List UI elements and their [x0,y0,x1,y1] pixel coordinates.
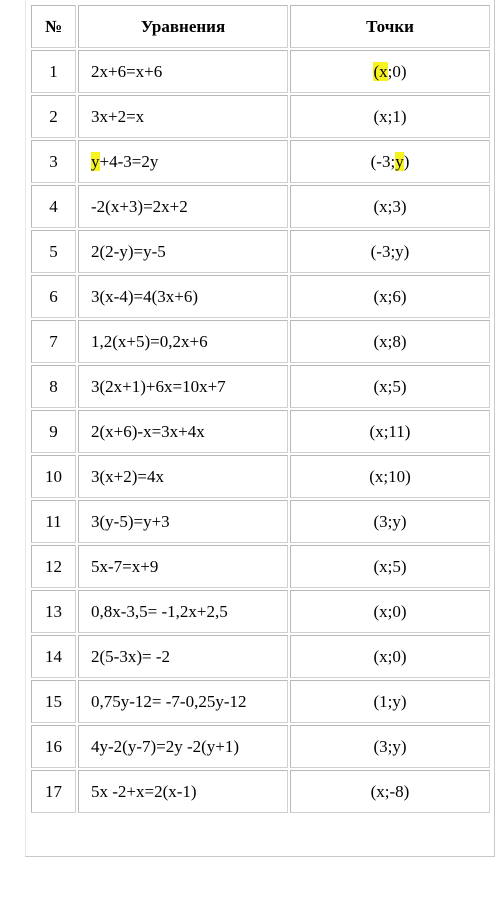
point-cell-text: (x;1) [373,106,407,126]
point-cell-text: (x;5) [373,556,407,576]
point-cell [290,140,490,183]
equation-cell-text: 5x -2+x=2(x-1) [91,781,197,801]
table-row [31,545,490,588]
equation-cell-text: 2x+6=x+6 [91,61,163,81]
equation-cell-text: 2(5-3x)= -2 [91,646,170,666]
equation-cell-text: 0,8x-3,5= -1,2x+2,5 [91,601,228,621]
row-number: 1 [31,50,76,93]
point-cell-text: (x;8) [373,331,407,351]
equation-cell [78,140,288,183]
equation-cell-text: 0,75y-12= -7-0,25y-12 [91,691,247,711]
point-cell [290,545,490,588]
point-cell [290,455,490,498]
point-cell [290,320,490,363]
point-cell-text: (x;-8) [370,781,410,801]
point-cell-highlighted-text: y [395,151,404,171]
point-cell-text: (x;10) [369,466,411,486]
table-row [31,635,490,678]
row-number: 5 [31,230,76,273]
equation-cell [78,635,288,678]
row-number: 10 [31,455,76,498]
row-number: 6 [31,275,76,318]
point-cell [290,410,490,453]
row-number: 3 [31,140,76,183]
point-cell-text: (x;0) [373,646,407,666]
point-cell [290,185,490,228]
table-row [31,365,490,408]
point-cell-text: (x;3) [373,196,407,216]
point-cell-text: ) [403,151,410,171]
table-row [31,185,490,228]
point-cell-text: (1;y) [373,691,407,711]
row-number: 2 [31,95,76,138]
point-cell [290,275,490,318]
table-row [31,455,490,498]
equation-cell [78,770,288,813]
equation-cell-text: 2(x+6)-x=3x+4x [91,421,205,441]
equation-cell [78,455,288,498]
equation-cell [78,185,288,228]
equations-table-frame [25,0,495,857]
table-row [31,590,490,633]
equation-cell [78,230,288,273]
header-equations: Уравнения [78,5,288,48]
table-row [31,725,490,768]
table-row [31,680,490,723]
table-row [31,410,490,453]
equation-cell-highlighted-text: y [91,151,100,171]
equation-cell [78,590,288,633]
row-number: 9 [31,410,76,453]
point-cell-text: (x;6) [373,286,407,306]
point-cell [290,635,490,678]
equation-cell [78,680,288,723]
table-row [31,770,490,813]
table-header-row [31,5,490,48]
header-points: Точки [290,5,490,48]
row-number: 14 [31,635,76,678]
equation-cell-text: 3(y-5)=y+3 [91,511,170,531]
row-number: 15 [31,680,76,723]
row-number: 8 [31,365,76,408]
point-cell [290,680,490,723]
table-row [31,230,490,273]
row-number: 13 [31,590,76,633]
point-cell [290,590,490,633]
header-number: № [31,5,76,48]
point-cell-text: (x;5) [373,376,407,396]
equation-cell-text: 2(2-y)=y-5 [91,241,166,261]
equations-table [29,3,492,815]
point-cell [290,725,490,768]
equation-cell [78,725,288,768]
point-cell [290,230,490,273]
point-cell-highlighted-text: (x [373,61,388,81]
equation-cell-text: 3(x-4)=4(3x+6) [91,286,198,306]
point-cell-text: ;0) [387,61,407,81]
table-row [31,500,490,543]
point-cell [290,770,490,813]
equation-cell-text: 3(2x+1)+6x=10x+7 [91,376,226,396]
point-cell-text: (3;y) [373,736,407,756]
point-cell-text: (-3; [370,151,396,171]
equation-cell [78,50,288,93]
equation-cell-text: +4-3=2y [99,151,159,171]
equation-cell-text: 5x-7=x+9 [91,556,159,576]
table-row [31,275,490,318]
equation-cell-text: 3x+2=x [91,106,145,126]
table-row [31,95,490,138]
row-number: 16 [31,725,76,768]
row-number: 4 [31,185,76,228]
row-number: 12 [31,545,76,588]
table-row [31,140,490,183]
point-cell [290,95,490,138]
point-cell-text: (3;y) [373,511,407,531]
equation-cell [78,545,288,588]
equation-cell-text: 3(x+2)=4x [91,466,164,486]
equation-cell [78,410,288,453]
table-row [31,50,490,93]
equation-cell [78,275,288,318]
equation-cell-text: 1,2(x+5)=0,2x+6 [91,331,208,351]
point-cell [290,500,490,543]
equation-cell [78,95,288,138]
point-cell [290,50,490,93]
row-number: 17 [31,770,76,813]
point-cell-text: (x;0) [373,601,407,621]
equation-cell [78,320,288,363]
equation-cell [78,365,288,408]
point-cell-text: (x;11) [369,421,411,441]
point-cell [290,365,490,408]
row-number: 11 [31,500,76,543]
table-row [31,320,490,363]
equation-cell-text: 4y-2(y-7)=2y -2(y+1) [91,736,240,756]
point-cell-text: (-3;y) [370,241,410,261]
row-number: 7 [31,320,76,363]
equation-cell [78,500,288,543]
equation-cell-text: -2(x+3)=2x+2 [91,196,188,216]
